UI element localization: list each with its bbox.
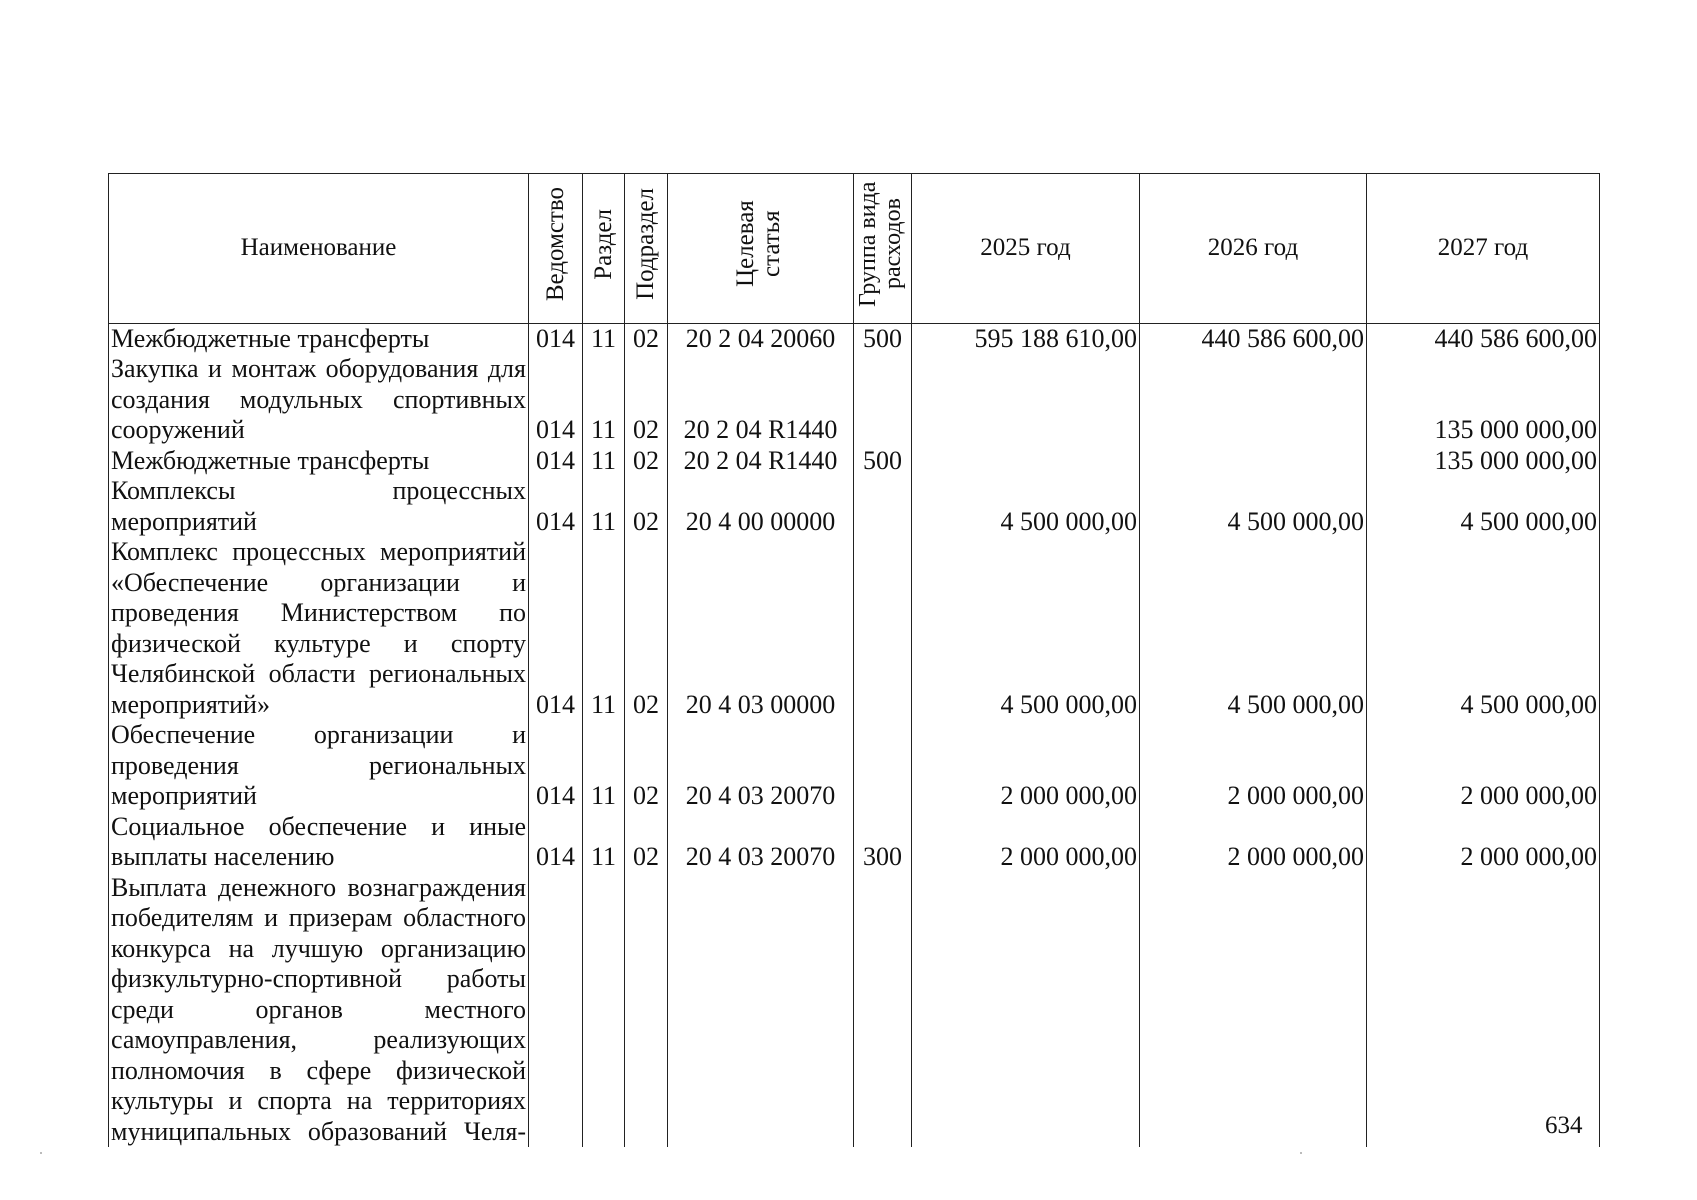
- header-subsection: Подраздел: [625, 174, 668, 324]
- cell-2025: [912, 446, 1140, 477]
- cell-subsection: 02: [625, 476, 668, 537]
- cell-dept: [529, 873, 583, 1148]
- cell-2026: [1140, 354, 1367, 446]
- cell-2025: 2 000 000,00: [912, 812, 1140, 873]
- cell-group: 300: [854, 812, 912, 873]
- cell-name: Межбюджетные трансферты: [109, 446, 529, 477]
- cell-name: Социальное обеспечение и иные выплаты населению: [109, 812, 529, 873]
- cell-target: [668, 873, 854, 1148]
- header-2025: 2025 год: [912, 174, 1140, 324]
- cell-target: 20 4 00 00000: [668, 476, 854, 537]
- cell-group: [854, 873, 912, 1148]
- cell-section: 11: [583, 476, 625, 537]
- cell-name: Обеспечение организации и проведения региональных мероприятий: [109, 720, 529, 812]
- cell-dept: 014: [529, 446, 583, 477]
- cell-group: 500: [854, 446, 912, 477]
- cell-target: 20 4 03 20070: [668, 812, 854, 873]
- cell-dept: 014: [529, 812, 583, 873]
- cell-2025: [912, 354, 1140, 446]
- cell-group: [854, 720, 912, 812]
- cell-dept: 014: [529, 537, 583, 720]
- cell-2027: 4 500 000,00: [1367, 476, 1600, 537]
- header-section: Раздел: [583, 174, 625, 324]
- cell-section: 11: [583, 323, 625, 354]
- cell-section: 11: [583, 537, 625, 720]
- cell-2027: 135 000 000,00: [1367, 354, 1600, 446]
- table-header-row: [109, 174, 1600, 324]
- table-row: [109, 476, 1600, 537]
- cell-2027: [1367, 873, 1600, 1148]
- header-group: Группа вида расходов: [854, 174, 912, 324]
- cell-target: 20 4 03 20070: [668, 720, 854, 812]
- cell-2027: 2 000 000,00: [1367, 812, 1600, 873]
- cell-dept: 014: [529, 720, 583, 812]
- cell-dept: 014: [529, 354, 583, 446]
- cell-subsection: 02: [625, 720, 668, 812]
- cell-subsection: 02: [625, 446, 668, 477]
- cell-section: 11: [583, 720, 625, 812]
- cell-dept: 014: [529, 323, 583, 354]
- cell-2027: 4 500 000,00: [1367, 537, 1600, 720]
- cell-target: 20 2 04 R1440: [668, 446, 854, 477]
- table-row: [109, 720, 1600, 812]
- header-2027: 2027 год: [1367, 174, 1600, 324]
- cell-group: [854, 476, 912, 537]
- cell-2026: [1140, 873, 1367, 1148]
- cell-section: 11: [583, 812, 625, 873]
- cell-section: 11: [583, 354, 625, 446]
- header-target: Целевая статья: [668, 174, 854, 324]
- cell-2025: 2 000 000,00: [912, 720, 1140, 812]
- page-number: 634: [1545, 1112, 1583, 1139]
- budget-table: [108, 173, 1600, 1147]
- cell-2025: 595 188 610,00: [912, 323, 1140, 354]
- cell-2026: 440 586 600,00: [1140, 323, 1367, 354]
- cell-2026: 2 000 000,00: [1140, 720, 1367, 812]
- cell-2027: 135 000 000,00: [1367, 446, 1600, 477]
- cell-group: [854, 537, 912, 720]
- table-row: [109, 354, 1600, 446]
- cell-target: 20 2 04 20060: [668, 323, 854, 354]
- cell-2025: 4 500 000,00: [912, 537, 1140, 720]
- cell-2025: [912, 873, 1140, 1148]
- cell-2026: 2 000 000,00: [1140, 812, 1367, 873]
- cell-group: 500: [854, 323, 912, 354]
- cell-2026: 4 500 000,00: [1140, 476, 1367, 537]
- scan-speck: [40, 1152, 42, 1154]
- cell-subsection: [625, 873, 668, 1148]
- cell-name: Комплекс процессных мероприятий «Обеспечение организации и проведения Министерством по физической культуре и спорту Челябинской области региональных мероприятий»: [109, 537, 529, 720]
- cell-2027: 2 000 000,00: [1367, 720, 1600, 812]
- cell-section: 11: [583, 446, 625, 477]
- cell-subsection: 02: [625, 812, 668, 873]
- cell-subsection: 02: [625, 323, 668, 354]
- header-dept: Ведомство: [529, 174, 583, 324]
- cell-name: Выплата денежного вознаграждения победителям и призерам областного конкурса на лучшую организацию физкультурно-спортивной работы среди органов местного самоуправления, реализующих полномочия в сфере физической культуры и спорта на территориях муниципальных образований Челя-: [109, 873, 529, 1148]
- cell-subsection: 02: [625, 354, 668, 446]
- cell-2026: [1140, 446, 1367, 477]
- header-2026: 2026 год: [1140, 174, 1367, 324]
- cell-section: [583, 873, 625, 1148]
- table-row: [109, 812, 1600, 873]
- table-row: [109, 323, 1600, 354]
- cell-name: Закупка и монтаж оборудования для создания модульных спортивных сооружений: [109, 354, 529, 446]
- cell-group: [854, 354, 912, 446]
- cell-name: Межбюджетные трансферты: [109, 323, 529, 354]
- cell-2026: 4 500 000,00: [1140, 537, 1367, 720]
- table-row: [109, 446, 1600, 477]
- scan-speck: [1300, 1152, 1302, 1154]
- cell-target: 20 2 04 R1440: [668, 354, 854, 446]
- table-row: [109, 873, 1600, 1148]
- cell-subsection: 02: [625, 537, 668, 720]
- cell-dept: 014: [529, 476, 583, 537]
- cell-name: Комплексы процессных мероприятий: [109, 476, 529, 537]
- table-row: [109, 537, 1600, 720]
- cell-2027: 440 586 600,00: [1367, 323, 1600, 354]
- header-name: Наименование: [109, 174, 529, 324]
- cell-2025: 4 500 000,00: [912, 476, 1140, 537]
- cell-target: 20 4 03 00000: [668, 537, 854, 720]
